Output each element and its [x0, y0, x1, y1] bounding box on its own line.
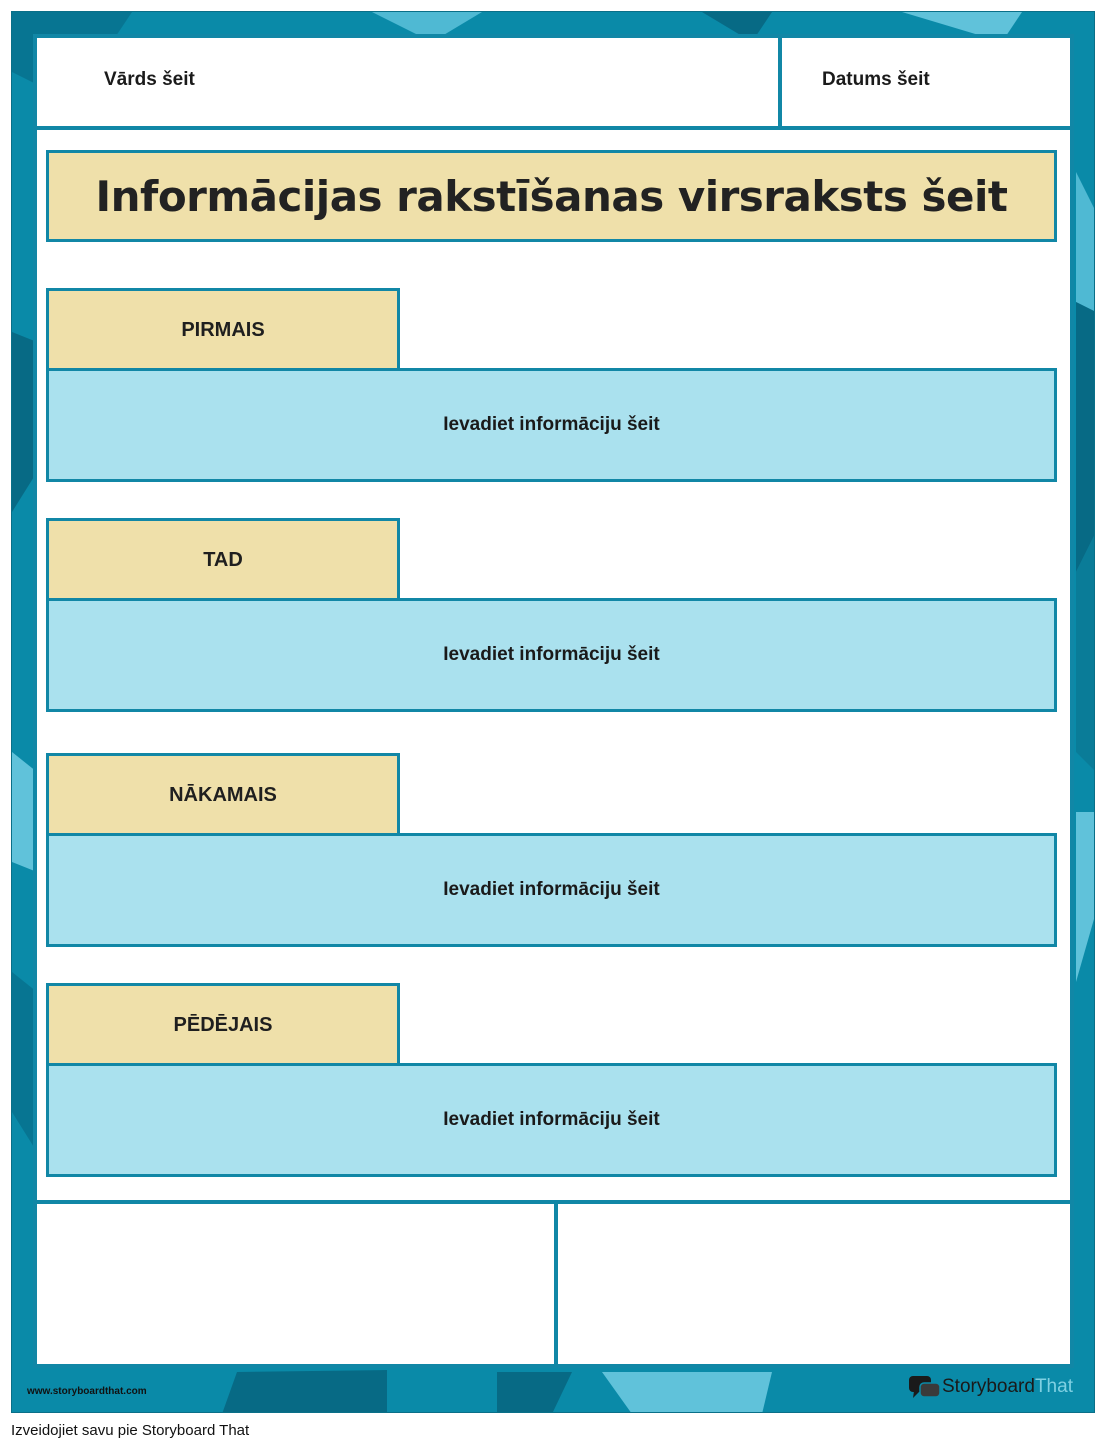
storyboardthat-logo[interactable]	[908, 1372, 1073, 1402]
section-3-label: NĀKAMAIS	[169, 784, 277, 806]
title-box[interactable]	[46, 150, 1057, 242]
section-1-body[interactable]	[46, 368, 1057, 482]
caption[interactable]: Izveidojiet savu pie Storyboard That	[11, 1422, 250, 1439]
page-title: Informācijas rakstīšanas virsraksts šeit	[95, 171, 1008, 221]
section-3-text: Ievadiet informāciju šeit	[443, 879, 660, 900]
section-1-tab	[46, 288, 400, 370]
bottom-left-box[interactable]	[33, 1200, 558, 1368]
footer-url[interactable]: www.storyboardthat.com	[27, 1386, 147, 1397]
section-3-body[interactable]	[46, 833, 1057, 947]
section-1-label: PIRMAIS	[181, 319, 265, 341]
section-3-tab	[46, 753, 400, 835]
section-4-text: Ievadiet informāciju šeit	[443, 1109, 660, 1130]
section-2-text: Ievadiet informāciju šeit	[443, 644, 660, 665]
section-4-tab	[46, 983, 400, 1065]
date-label: Datums šeit	[822, 69, 930, 90]
section-2-body[interactable]	[46, 598, 1057, 712]
section-4-label: PĒDĒJAIS	[173, 1014, 273, 1036]
logo-that-text: That	[1034, 1376, 1073, 1397]
section-2-label: TAD	[203, 549, 243, 571]
speech-bubble-icon	[908, 1374, 942, 1400]
section-1-text: Ievadiet informāciju šeit	[443, 414, 660, 435]
bottom-right-box[interactable]	[554, 1200, 1074, 1368]
name-label: Vārds šeit	[104, 69, 195, 90]
logo-story-text: Storyboard	[942, 1376, 1035, 1397]
section-4-body[interactable]	[46, 1063, 1057, 1177]
section-2-tab	[46, 518, 400, 600]
